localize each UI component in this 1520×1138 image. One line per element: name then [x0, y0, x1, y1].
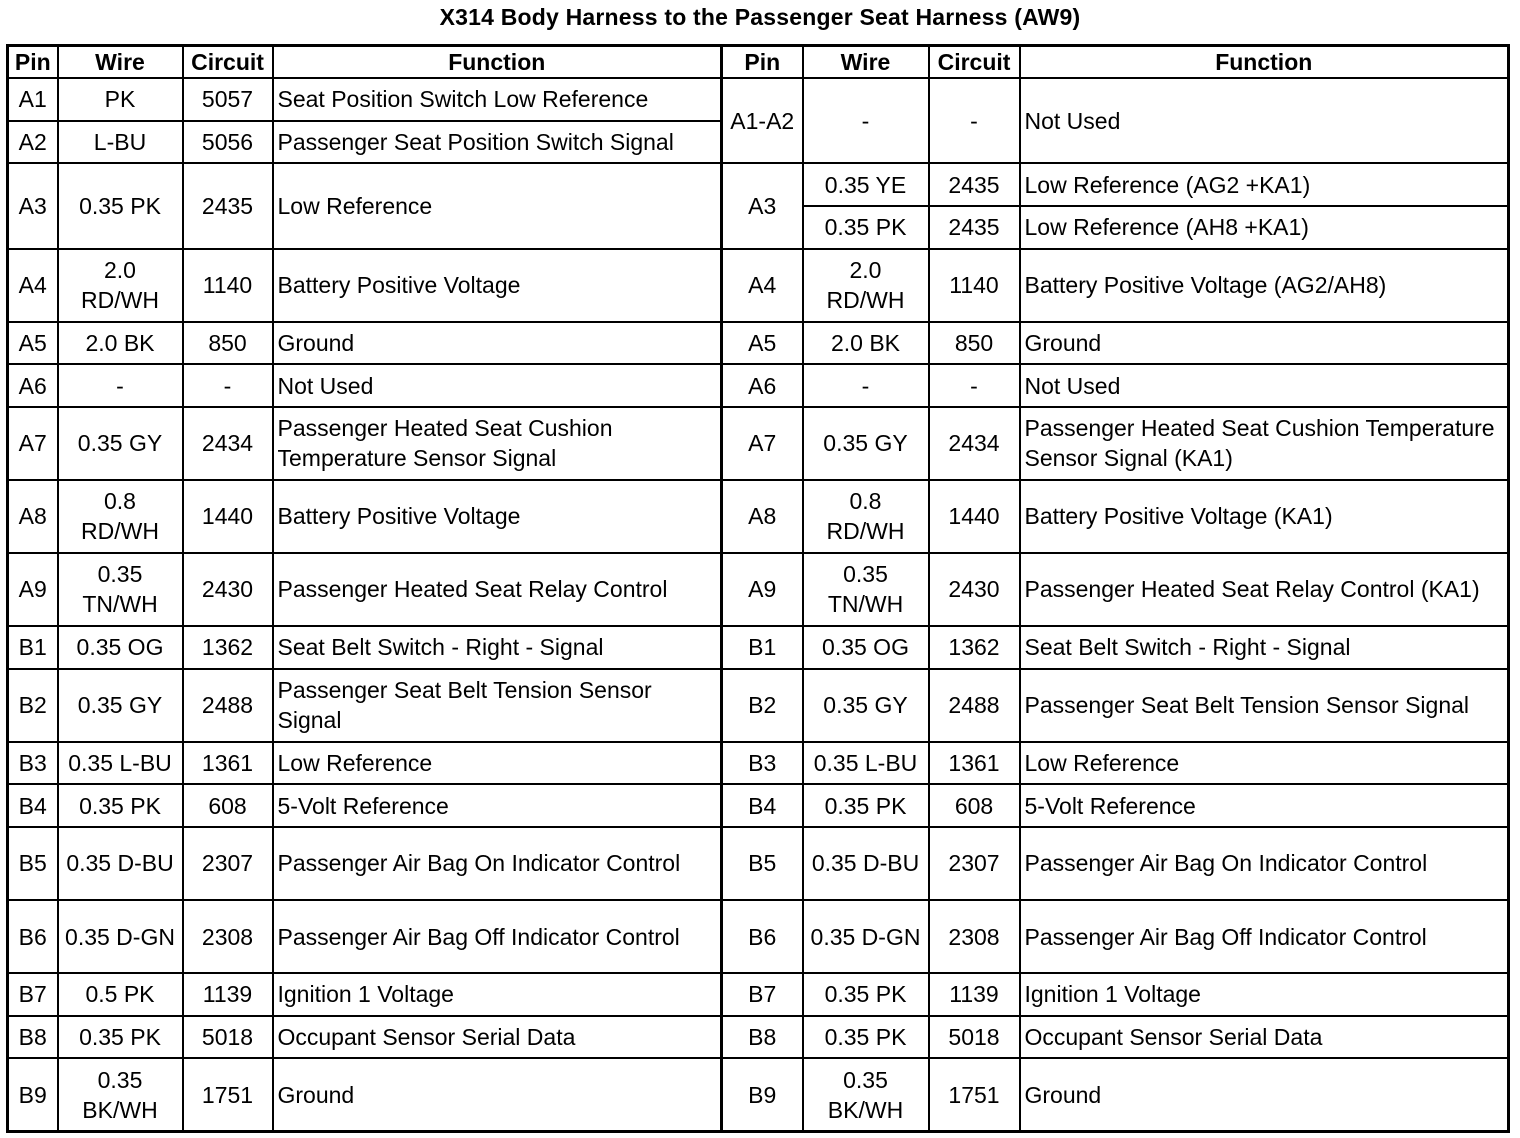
pin-cell: B3	[8, 742, 58, 785]
function-cell: Ignition 1 Voltage	[1020, 973, 1509, 1016]
function-cell: Low Reference (AH8 +KA1)	[1020, 206, 1509, 249]
wire-cell: 0.35 TN/WH	[58, 553, 183, 626]
function-cell: Ignition 1 Voltage	[273, 973, 722, 1016]
wire-cell: 0.35 BK/WH	[803, 1058, 929, 1131]
wire-cell: 0.35 L-BU	[58, 742, 183, 785]
table-row	[8, 669, 1509, 742]
pin-cell: A3	[722, 163, 803, 248]
pin-cell: B9	[8, 1058, 58, 1131]
pin-cell: B3	[722, 742, 803, 785]
wire-cell: 0.35 BK/WH	[58, 1058, 183, 1131]
pin-cell: A2	[8, 121, 58, 164]
function-cell: Not Used	[1020, 78, 1509, 163]
function-cell: Battery Positive Voltage (KA1)	[1020, 480, 1509, 553]
wire-cell: 0.35 OG	[803, 626, 929, 669]
function-cell: Passenger Heated Seat Relay Control (KA1)	[1020, 553, 1509, 626]
table-row	[8, 900, 1509, 973]
circuit-cell: 5018	[929, 1016, 1020, 1059]
circuit-cell: 2307	[183, 827, 273, 900]
wire-cell: 0.5 PK	[58, 973, 183, 1016]
table-row	[8, 78, 1509, 121]
circuit-cell: 2488	[183, 669, 273, 742]
pin-cell: A1-A2	[722, 78, 803, 163]
table-row	[8, 322, 1509, 365]
pin-cell: B6	[8, 900, 58, 973]
function-cell: Low Reference (AG2 +KA1)	[1020, 163, 1509, 206]
circuit-cell: 1139	[183, 973, 273, 1016]
wire-cell: 0.8 RD/WH	[58, 480, 183, 553]
function-cell: Battery Positive Voltage	[273, 249, 722, 322]
pin-cell: B1	[722, 626, 803, 669]
function-cell: Battery Positive Voltage (AG2/AH8)	[1020, 249, 1509, 322]
function-cell: Seat Position Switch Low Reference	[273, 78, 722, 121]
wire-cell: 0.35 D-BU	[803, 827, 929, 900]
wire-cell: 0.35 PK	[58, 163, 183, 248]
circuit-cell: 1361	[183, 742, 273, 785]
wire-cell: 0.35 PK	[803, 973, 929, 1016]
wire-cell: 0.35 GY	[803, 669, 929, 742]
wire-cell: 0.35 PK	[803, 784, 929, 827]
wire-cell: 0.35 GY	[58, 669, 183, 742]
table-row	[8, 1058, 1509, 1131]
function-cell: Not Used	[273, 364, 722, 407]
table-row	[8, 249, 1509, 322]
circuit-cell: 2434	[183, 407, 273, 480]
pin-cell: A5	[722, 322, 803, 365]
wire-cell: 0.8 RD/WH	[803, 480, 929, 553]
table-row	[8, 364, 1509, 407]
function-cell: Low Reference	[1020, 742, 1509, 785]
wire-cell: 0.35 PK	[58, 784, 183, 827]
pin-cell: A3	[8, 163, 58, 248]
circuit-cell: 1362	[183, 626, 273, 669]
function-cell: Ground	[1020, 322, 1509, 365]
circuit-cell: 850	[183, 322, 273, 365]
wire-cell: -	[803, 78, 929, 163]
function-cell: Passenger Heated Seat Cushion Temperature Sensor Signal (KA1)	[1020, 407, 1509, 480]
circuit-cell: 5018	[183, 1016, 273, 1059]
circuit-cell: 1140	[929, 249, 1020, 322]
wire-cell: 0.35 YE	[803, 163, 929, 206]
table-row	[8, 480, 1509, 553]
wire-cell: -	[803, 364, 929, 407]
table-row	[8, 973, 1509, 1016]
wire-cell: 2.0 BK	[803, 322, 929, 365]
pin-cell: A4	[8, 249, 58, 322]
wire-cell: 0.35 D-GN	[58, 900, 183, 973]
function-cell: Occupant Sensor Serial Data	[273, 1016, 722, 1059]
wire-cell: 2.0 RD/WH	[58, 249, 183, 322]
circuit-cell: 1440	[929, 480, 1020, 553]
pin-cell: B1	[8, 626, 58, 669]
pin-cell: A6	[722, 364, 803, 407]
wire-cell: 0.35 PK	[58, 1016, 183, 1059]
function-cell: Passenger Heated Seat Relay Control	[273, 553, 722, 626]
function-cell: Passenger Heated Seat Cushion Temperature Sensor Signal	[273, 407, 722, 480]
pin-cell: A9	[722, 553, 803, 626]
header-function: Function	[1020, 46, 1509, 79]
circuit-cell: 1440	[183, 480, 273, 553]
wire-cell: 0.35 L-BU	[803, 742, 929, 785]
circuit-cell: 1751	[183, 1058, 273, 1131]
table-row	[8, 407, 1509, 480]
function-cell: 5-Volt Reference	[1020, 784, 1509, 827]
circuit-cell: 608	[183, 784, 273, 827]
pin-cell: A1	[8, 78, 58, 121]
circuit-cell: -	[929, 364, 1020, 407]
function-cell: Ground	[1020, 1058, 1509, 1131]
pin-cell: B9	[722, 1058, 803, 1131]
pinout-table	[6, 44, 1510, 1133]
circuit-cell: 2430	[929, 553, 1020, 626]
circuit-cell: 2307	[929, 827, 1020, 900]
function-cell: Passenger Air Bag Off Indicator Control	[273, 900, 722, 973]
pin-cell: A8	[8, 480, 58, 553]
wire-cell: 2.0 RD/WH	[803, 249, 929, 322]
pin-cell: B7	[8, 973, 58, 1016]
header-circuit: Circuit	[929, 46, 1020, 79]
circuit-cell: 2488	[929, 669, 1020, 742]
function-cell: Low Reference	[273, 163, 722, 248]
circuit-cell: 2308	[183, 900, 273, 973]
page-title: X314 Body Harness to the Passenger Seat Harness (AW9)	[439, 4, 1081, 30]
circuit-cell: 1139	[929, 973, 1020, 1016]
function-cell: Passenger Air Bag Off Indicator Control	[1020, 900, 1509, 973]
header-wire: Wire	[58, 46, 183, 79]
header-pin: Pin	[8, 46, 58, 79]
circuit-cell: 2434	[929, 407, 1020, 480]
wire-cell: 0.35 GY	[803, 407, 929, 480]
header-wire: Wire	[803, 46, 929, 79]
circuit-cell: 2435	[929, 163, 1020, 206]
pin-cell: A6	[8, 364, 58, 407]
table-row	[8, 553, 1509, 626]
pin-cell: B8	[722, 1016, 803, 1059]
pin-cell: B6	[722, 900, 803, 973]
function-cell: 5-Volt Reference	[273, 784, 722, 827]
wire-cell: 0.35 PK	[803, 1016, 929, 1059]
pin-cell: A7	[8, 407, 58, 480]
pin-cell: A7	[722, 407, 803, 480]
pin-cell: B4	[722, 784, 803, 827]
circuit-cell: 608	[929, 784, 1020, 827]
pin-cell: B2	[8, 669, 58, 742]
function-cell: Passenger Air Bag On Indicator Control	[1020, 827, 1509, 900]
circuit-cell: 2308	[929, 900, 1020, 973]
table-row	[8, 742, 1509, 785]
table-row	[8, 1016, 1509, 1059]
function-cell: Ground	[273, 322, 722, 365]
pin-cell: A4	[722, 249, 803, 322]
function-cell: Passenger Seat Position Switch Signal	[273, 121, 722, 164]
header-circuit: Circuit	[183, 46, 273, 79]
pin-cell: B5	[722, 827, 803, 900]
wire-cell: 0.35 D-GN	[803, 900, 929, 973]
table-row	[8, 626, 1509, 669]
function-cell: Passenger Air Bag On Indicator Control	[273, 827, 722, 900]
table-header-row	[8, 46, 1509, 79]
function-cell: Not Used	[1020, 364, 1509, 407]
circuit-cell: 850	[929, 322, 1020, 365]
pin-cell: B8	[8, 1016, 58, 1059]
pin-cell: B7	[722, 973, 803, 1016]
circuit-cell: 2435	[929, 206, 1020, 249]
circuit-cell: 2435	[183, 163, 273, 248]
function-cell: Passenger Seat Belt Tension Sensor Signal	[1020, 669, 1509, 742]
function-cell: Occupant Sensor Serial Data	[1020, 1016, 1509, 1059]
table-row	[8, 163, 1509, 206]
function-cell: Low Reference	[273, 742, 722, 785]
pin-cell: A8	[722, 480, 803, 553]
wire-cell: 0.35 GY	[58, 407, 183, 480]
circuit-cell: 1362	[929, 626, 1020, 669]
table-row	[8, 827, 1509, 900]
wire-cell: -	[58, 364, 183, 407]
wire-cell: 0.35 OG	[58, 626, 183, 669]
wire-cell: 2.0 BK	[58, 322, 183, 365]
wire-cell: 0.35 TN/WH	[803, 553, 929, 626]
circuit-cell: 2430	[183, 553, 273, 626]
wire-cell: 0.35 D-BU	[58, 827, 183, 900]
header-pin: Pin	[722, 46, 803, 79]
circuit-cell: -	[183, 364, 273, 407]
circuit-cell: -	[929, 78, 1020, 163]
pin-cell: B4	[8, 784, 58, 827]
circuit-cell: 1140	[183, 249, 273, 322]
circuit-cell: 5057	[183, 78, 273, 121]
function-cell: Seat Belt Switch - Right - Signal	[1020, 626, 1509, 669]
wire-cell: L-BU	[58, 121, 183, 164]
circuit-cell: 1751	[929, 1058, 1020, 1131]
wire-cell: PK	[58, 78, 183, 121]
circuit-cell: 1361	[929, 742, 1020, 785]
wire-cell: 0.35 PK	[803, 206, 929, 249]
circuit-cell: 5056	[183, 121, 273, 164]
header-function: Function	[273, 46, 722, 79]
pin-cell: A9	[8, 553, 58, 626]
pin-cell: B2	[722, 669, 803, 742]
pin-cell: B5	[8, 827, 58, 900]
function-cell: Seat Belt Switch - Right - Signal	[273, 626, 722, 669]
table-row	[8, 784, 1509, 827]
pin-cell: A5	[8, 322, 58, 365]
function-cell: Battery Positive Voltage	[273, 480, 722, 553]
function-cell: Ground	[273, 1058, 722, 1131]
function-cell: Passenger Seat Belt Tension Sensor Signal	[273, 669, 722, 742]
